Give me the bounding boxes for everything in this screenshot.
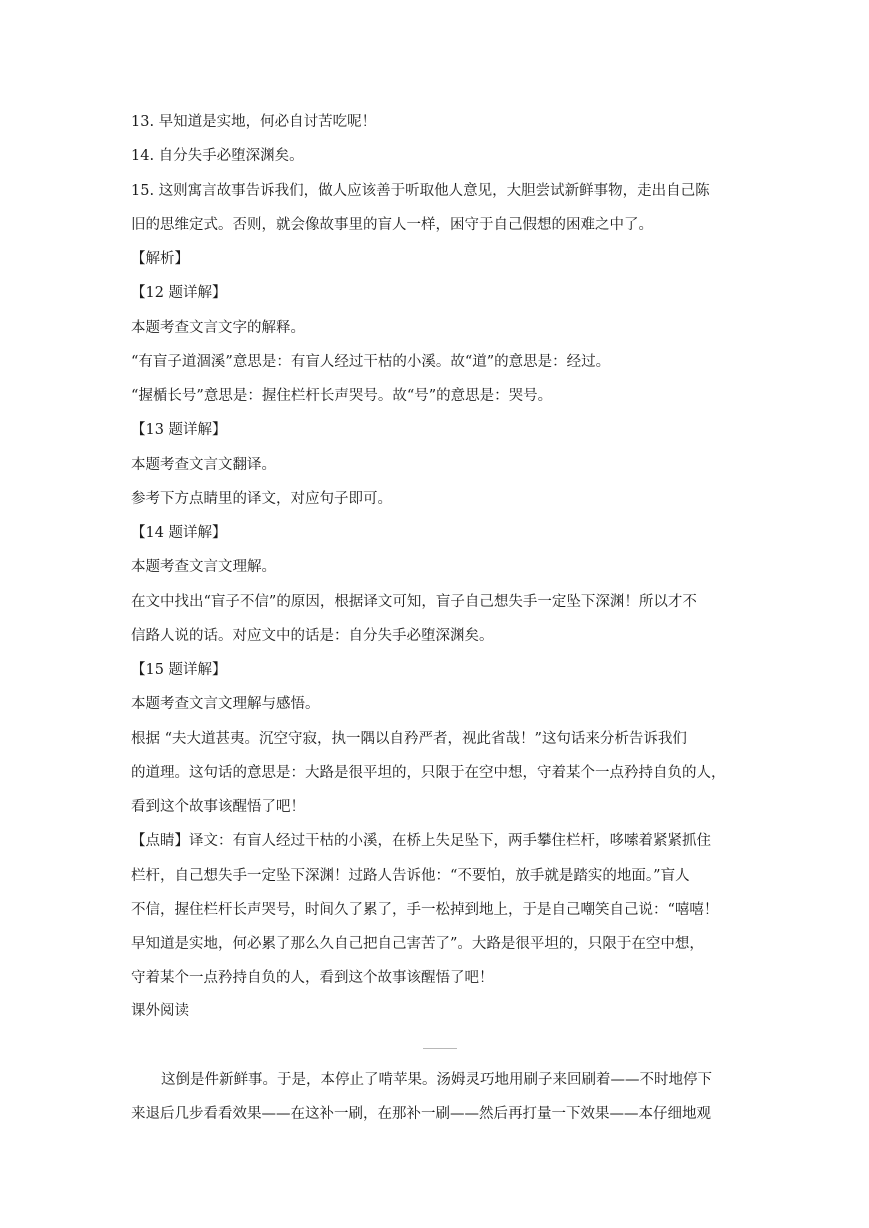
answer-15-line-2: 旧的思维定式。否则，就会像故事里的盲人一样，困守于自己假想的困难之中了。 [131,217,653,233]
q15-line-2: 根据 “夫大道甚夷。沉空守寂，执一隅以自矜严者，视此省哉！”这句话来分析告诉我们 [131,731,687,747]
answer-13: 13. 早知道是实地，何必自讨苦吃呢！ [131,114,377,130]
answer-15-line-1: 15. 这则寓言故事告诉我们，做人应该善于听取他人意见，大胆尝试新鲜事物，走出自己陈 [131,183,710,199]
heading-q15: 【15 题详解】 [131,662,227,678]
dianjing-line-3: 不信，握住栏杆长声哭号，时间久了累了，手一松掉到地上，于是自己嘲笑自己说：“嘻嘻！ [131,902,719,918]
q14-line-3: 信路人说的话。对应文中的话是：自分失手必堕深渊矣。 [131,628,494,644]
q12-line-2: “有盲子道涸溪”意思是：有盲人经过干枯的小溪。故“道”的意思是：经过。 [131,354,611,370]
answer-14: 14. 自分失手必堕深渊矣。 [131,148,304,164]
q15-line-4: 看到这个故事该醒悟了吧！ [131,799,305,815]
heading-q14: 【14 题详解】 [131,525,227,541]
q13-line-1: 本题考查文言文翻译。 [131,457,276,473]
section-heading-analysis: 【解析】 [131,251,189,267]
q12-line-3: “握楯长号”意思是：握住栏杆长声哭号。故“号”的意思是：哭号。 [131,388,553,404]
q15-line-1: 本题考查文言文理解与感悟。 [131,696,320,712]
section-heading-extracurricular: 课外阅读 [131,1003,189,1019]
heading-q12: 【12 题详解】 [131,285,227,301]
dianjing-line-5: 守着某个一点矜持自负的人，看到这个故事该醒悟了吧！ [131,970,494,986]
q15-line-3: 的道理。这句话的意思是：大路是很平坦的，只限于在空中想，守着某个一点矜持自负的人， [131,765,726,781]
passage-line-2: 来退后几步看看效果——在这补一刷，在那补一刷——然后再打量一下效果——本仔细地观 [131,1106,711,1122]
section-divider [423,1048,457,1049]
dianjing-line-4: 早知道是实地，何必累了那么久自己把自己害苦了”。大路是很平坦的，只限于在空中想， [131,936,704,952]
q14-line-1: 本题考查文言文理解。 [131,559,276,575]
dianjing-line-2: 栏杆，自己想失手一定坠下深渊！过路人告诉他：“不要怕，放手就是踏实的地面。”盲人 [131,868,690,884]
heading-q13: 【13 题详解】 [131,422,227,438]
q14-line-2: 在文中找出“盲子不信”的原因，根据译文可知，盲子自己想失手一定坠下深渊！所以才不 [131,594,697,610]
q12-line-1: 本题考查文言文字的解释。 [131,320,305,336]
q13-line-2: 参考下方点睛里的译文，对应句子即可。 [131,491,392,507]
dianjing-line-1: 【点睛】译文：有盲人经过干枯的小溪，在桥上失足坠下，两手攀住栏杆，哆嗦着紧紧抓住 [131,833,711,849]
passage-line-1: 这倒是件新鲜事。于是，本停止了啃苹果。汤姆灵巧地用刷子来回刷着——不时地停下 [161,1072,712,1088]
